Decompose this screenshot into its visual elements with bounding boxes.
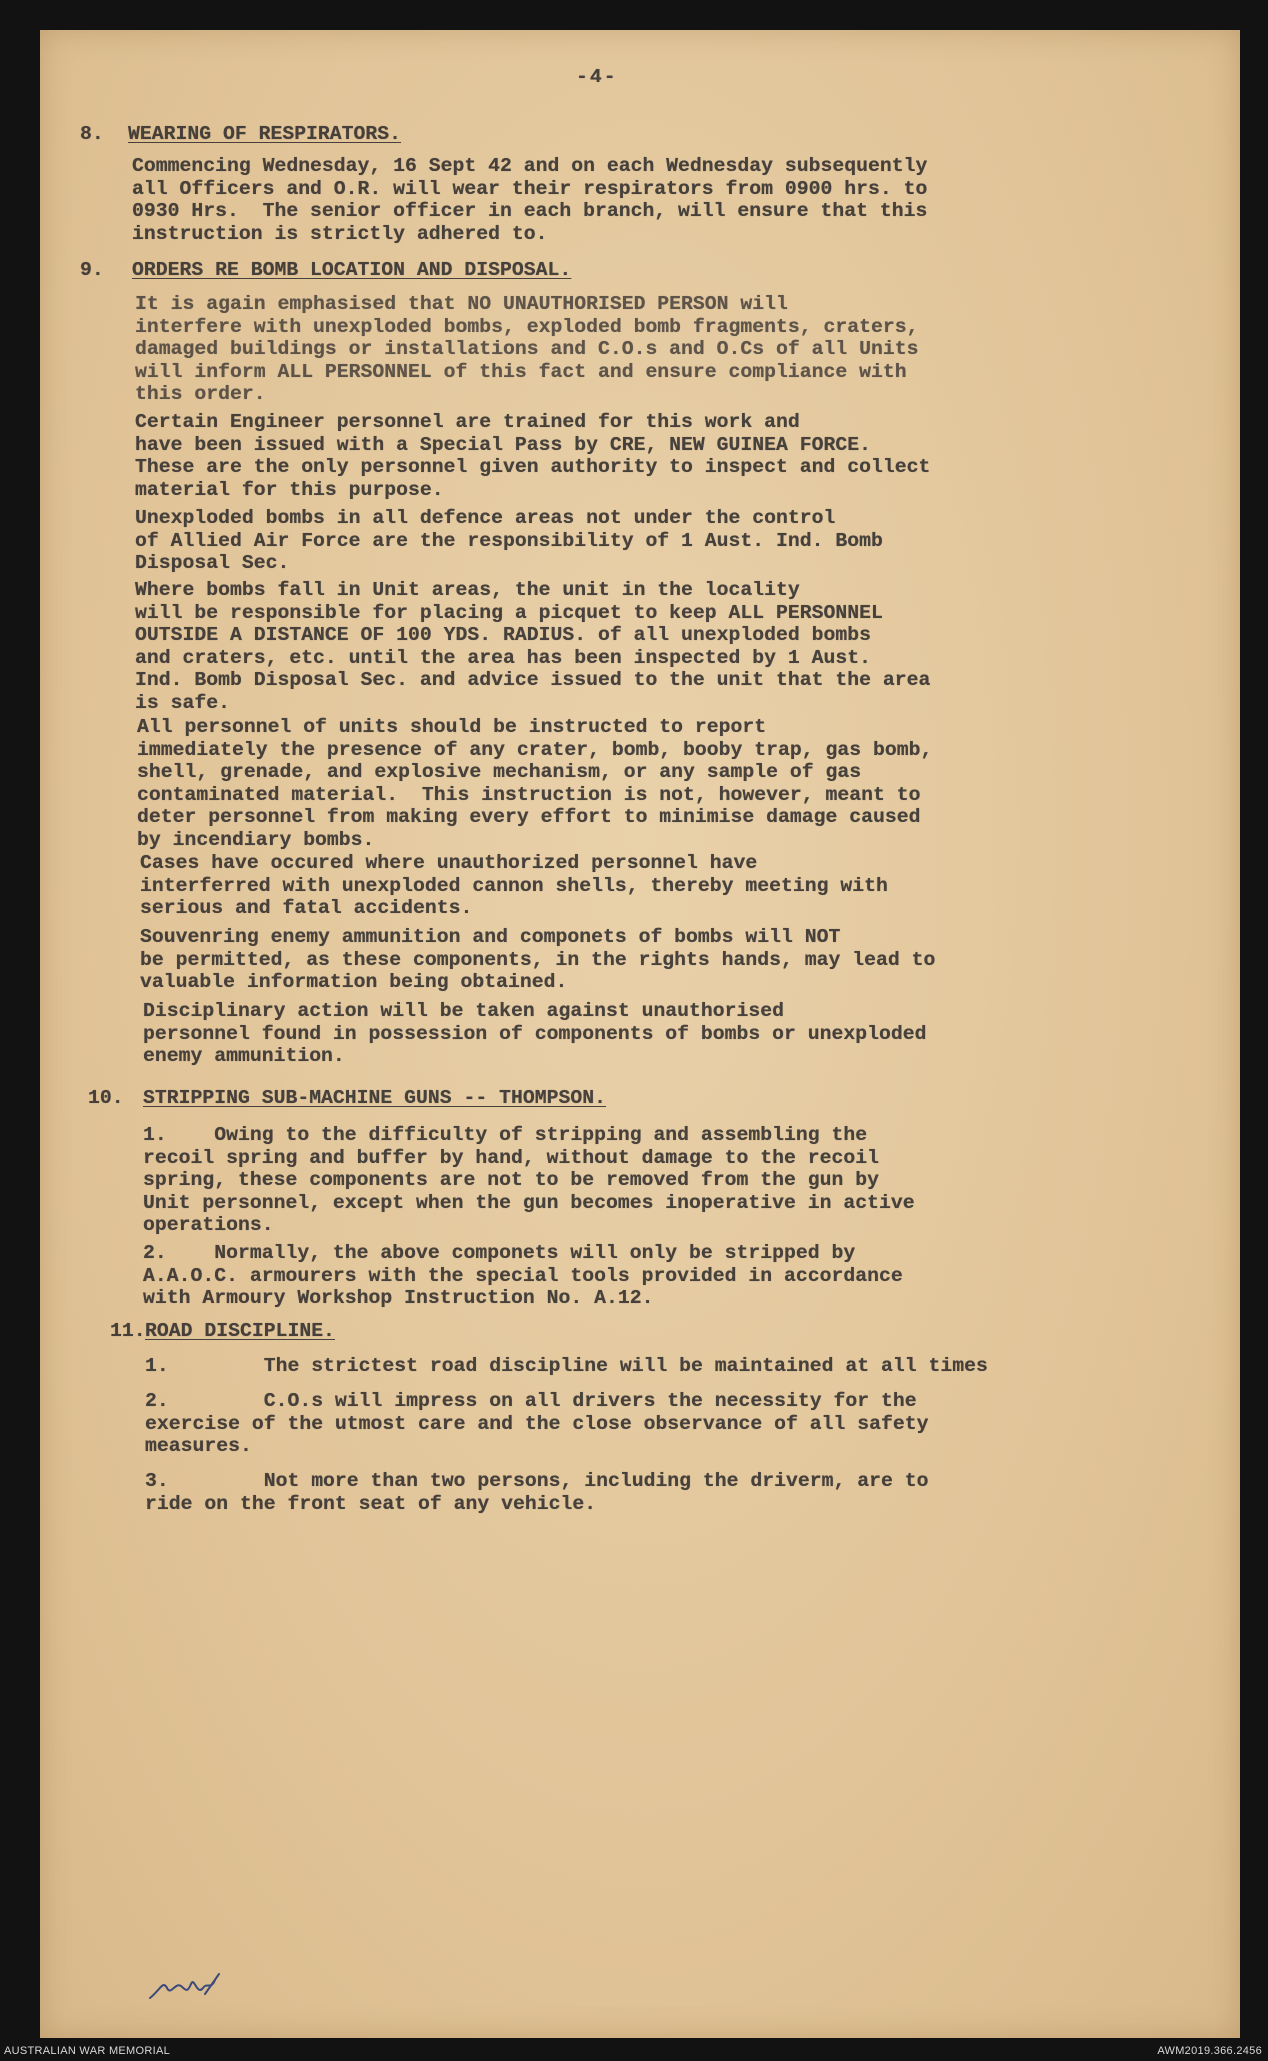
section-heading-thompson: STRIPPING SUB-MACHINE GUNS -- THOMPSON.: [143, 1087, 606, 1109]
paragraph: 3. Not more than two persons, including the driverm, are to ride on the front seat of any vehicle.: [145, 1470, 929, 1515]
section-number-10: 10.: [88, 1087, 124, 1109]
paragraph: [135, 293, 918, 406]
paragraph: Disciplinary action will be taken against unauthorised personnel found in possession of components of bombs or unexploded enemy ammunition.: [143, 1000, 927, 1067]
section-heading-road-discipline: ROAD DISCIPLINE.: [145, 1320, 335, 1342]
signature-scribble: [145, 1960, 235, 2010]
paragraph: All personnel of units should be instructed to report immediately the presence of any crater, bomb, booby trap, gas bomb, shell, grenade, and explosive mechanism, or any sample of gas contaminated material. This instruction is not, however, meant to deter personnel from making every effort to minimise damage caused by incendiary bombs.: [137, 716, 933, 851]
paragraph: Certain Engineer personnel are trained for this work and have been issued with a Special Pass by CRE, NEW GUINEA FORCE. These are the only personnel given authority to inspect and collect material for this purpose.: [135, 411, 931, 501]
section-number-8: 8.: [80, 123, 104, 145]
section-heading-respirators: WEARING OF RESPIRATORS.: [128, 123, 402, 145]
footer-accession-number: AWM2019.366.2456: [1157, 2045, 1262, 2057]
paragraph: 2. Normally, the above componets will only be stripped by A.A.O.C. armourers with the special tools provided in accordance with Armoury Workshop Instruction No. A.12.: [143, 1242, 903, 1309]
page-number: -4-: [576, 66, 618, 88]
footer-credit: AUSTRALIAN WAR MEMORIAL: [4, 2045, 171, 2057]
paragraph: Where bombs fall in Unit areas, the unit in the locality will be responsible for placing a picquet to keep ALL PERSONNEL OUTSIDE A DISTANCE OF 100 YDS. RADIUS. of all unexploded bombs and craters, etc. until the area has been inspected by 1 Aust. Ind. Bomb Disposal Sec. and advice issued to the unit that the area is safe.: [135, 579, 931, 714]
paragraph-text: It is again emphasised that NO UNAUTHORISED PERSON will interfere with unexploded bombs, exploded bomb fragments, craters, damaged buildings or installations and C.O.s and O.Cs of all Units will inform ALL PERSONNEL of this fact and ensure compliance with this order.: [135, 293, 919, 405]
paragraph: 1. Owing to the difficulty of stripping and assembling the recoil spring and buffer by hand, without damage to the recoil spring, these components are not to be removed from the gun by Unit personnel, except when the gun becomes inoperative in active operations.: [143, 1124, 915, 1236]
paragraph: 2. C.O.s will impress on all drivers the necessity for the exercise of the utmost care and the close observance of all safety measures.: [145, 1390, 929, 1457]
paragraph: Cases have occured where unauthorized personnel have interferred with unexploded cannon shells, thereby meeting with serious and fatal accidents.: [140, 852, 888, 919]
section-heading-bomb-disposal: ORDERS RE BOMB LOCATION AND DISPOSAL.: [132, 259, 572, 281]
paragraph: 1. The strictest road discipline will be maintained at all times: [145, 1355, 988, 1377]
section-number-11: 11.: [110, 1320, 146, 1342]
paragraph: Souvenring enemy ammunition and componets of bombs will NOT be permitted, as these components, in the rights hands, may lead to valuable information being obtained.: [140, 926, 936, 993]
section-number-9: 9.: [80, 259, 104, 281]
paragraph: Unexploded bombs in all defence areas not under the control of Allied Air Force are the responsibility of 1 Aust. Ind. Bomb Disposal Sec.: [135, 507, 883, 574]
document-page: [40, 30, 1240, 2038]
paragraph: Commencing Wednesday, 16 Sept 42 and on each Wednesday subsequently all Officers and O.R. will wear their respirators from 0900 hrs. to 0930 Hrs. The senior officer in each branch, will ensure that this instruction is strictly adhered to.: [132, 155, 928, 245]
